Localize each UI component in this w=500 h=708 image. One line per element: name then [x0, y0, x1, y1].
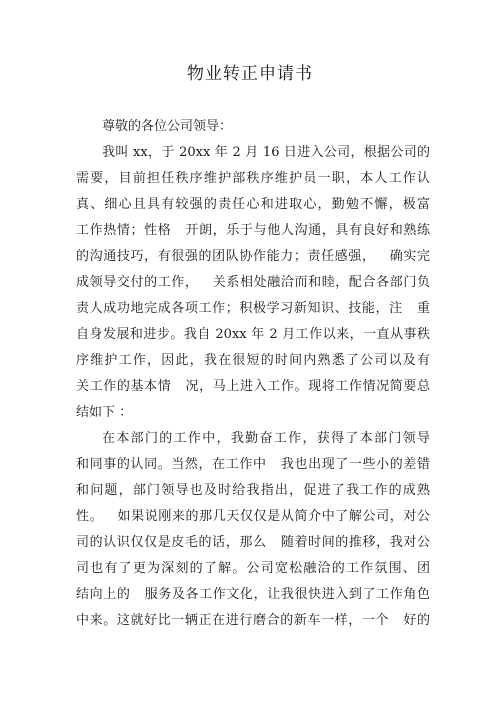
body-line: 自身发展和进步。我自 20xx 年 2 月工作以来，一直从事秩 — [76, 327, 430, 342]
body-line: 尊敬的各位公司领导： — [102, 119, 233, 134]
body-line: 工作热情；性格 开朗，乐于与他人沟通，具有良好和熟练 — [76, 223, 430, 238]
body-line: 中来。这就好比一辆正在进行磨合的新车一样，一个 好的 — [76, 613, 430, 628]
body-line: 成领导交付的工作， 关系相处融洽而和睦，配合各部门负 — [76, 275, 430, 290]
document-title: 物业转正申请书 — [187, 64, 313, 84]
body-line: 和同事的认同。当然，在工作中 我也出现了一些小的差错 — [76, 457, 430, 472]
body-line: 责人成功地完成各项工作；积极学习新知识、技能，注 重 — [76, 301, 430, 316]
body-line: 在本部门的工作中，我勤奋工作，获得了本部门领导 — [102, 431, 430, 446]
body-line: 性。 如果说刚来的那几天仅仅是从简介中了解公司，对公 — [76, 509, 430, 524]
document-body — [76, 114, 430, 634]
body-line: 结向上的 服务及各工作文化，让我很快进入到了工作角色 — [76, 587, 430, 602]
body-line: 序维护工作，因此，我在很短的时间内熟悉了公司以及有 — [76, 353, 430, 368]
body-line: 关工作的基本情 况，马上进入工作。现将工作情况简要总 — [76, 379, 430, 394]
body-line: 司也有了更为深刻的了解。公司宽松融洽的工作氛围、团 — [76, 561, 430, 576]
body-line: 真、细心且具有较强的责任心和进取心，勤勉不懈，极富 — [76, 197, 430, 212]
body-line: 和问题，部门领导也及时给我指出，促进了我工作的成熟 — [76, 483, 430, 498]
body-line: 司的认识仅仅是皮毛的话，那么 随着时间的推移，我对公 — [76, 535, 430, 550]
body-line: 需要，目前担任秩序维护部秩序维护员一职，本人工作认 — [76, 171, 430, 186]
body-line: 的沟通技巧，有很强的团队协作能力；责任感强， 确实完 — [76, 249, 430, 264]
body-line: 结如下 ： — [76, 405, 133, 420]
body-line: 我叫 xx，于 20xx 年 2 月 16 日进入公司，根据公司的 — [102, 145, 430, 160]
